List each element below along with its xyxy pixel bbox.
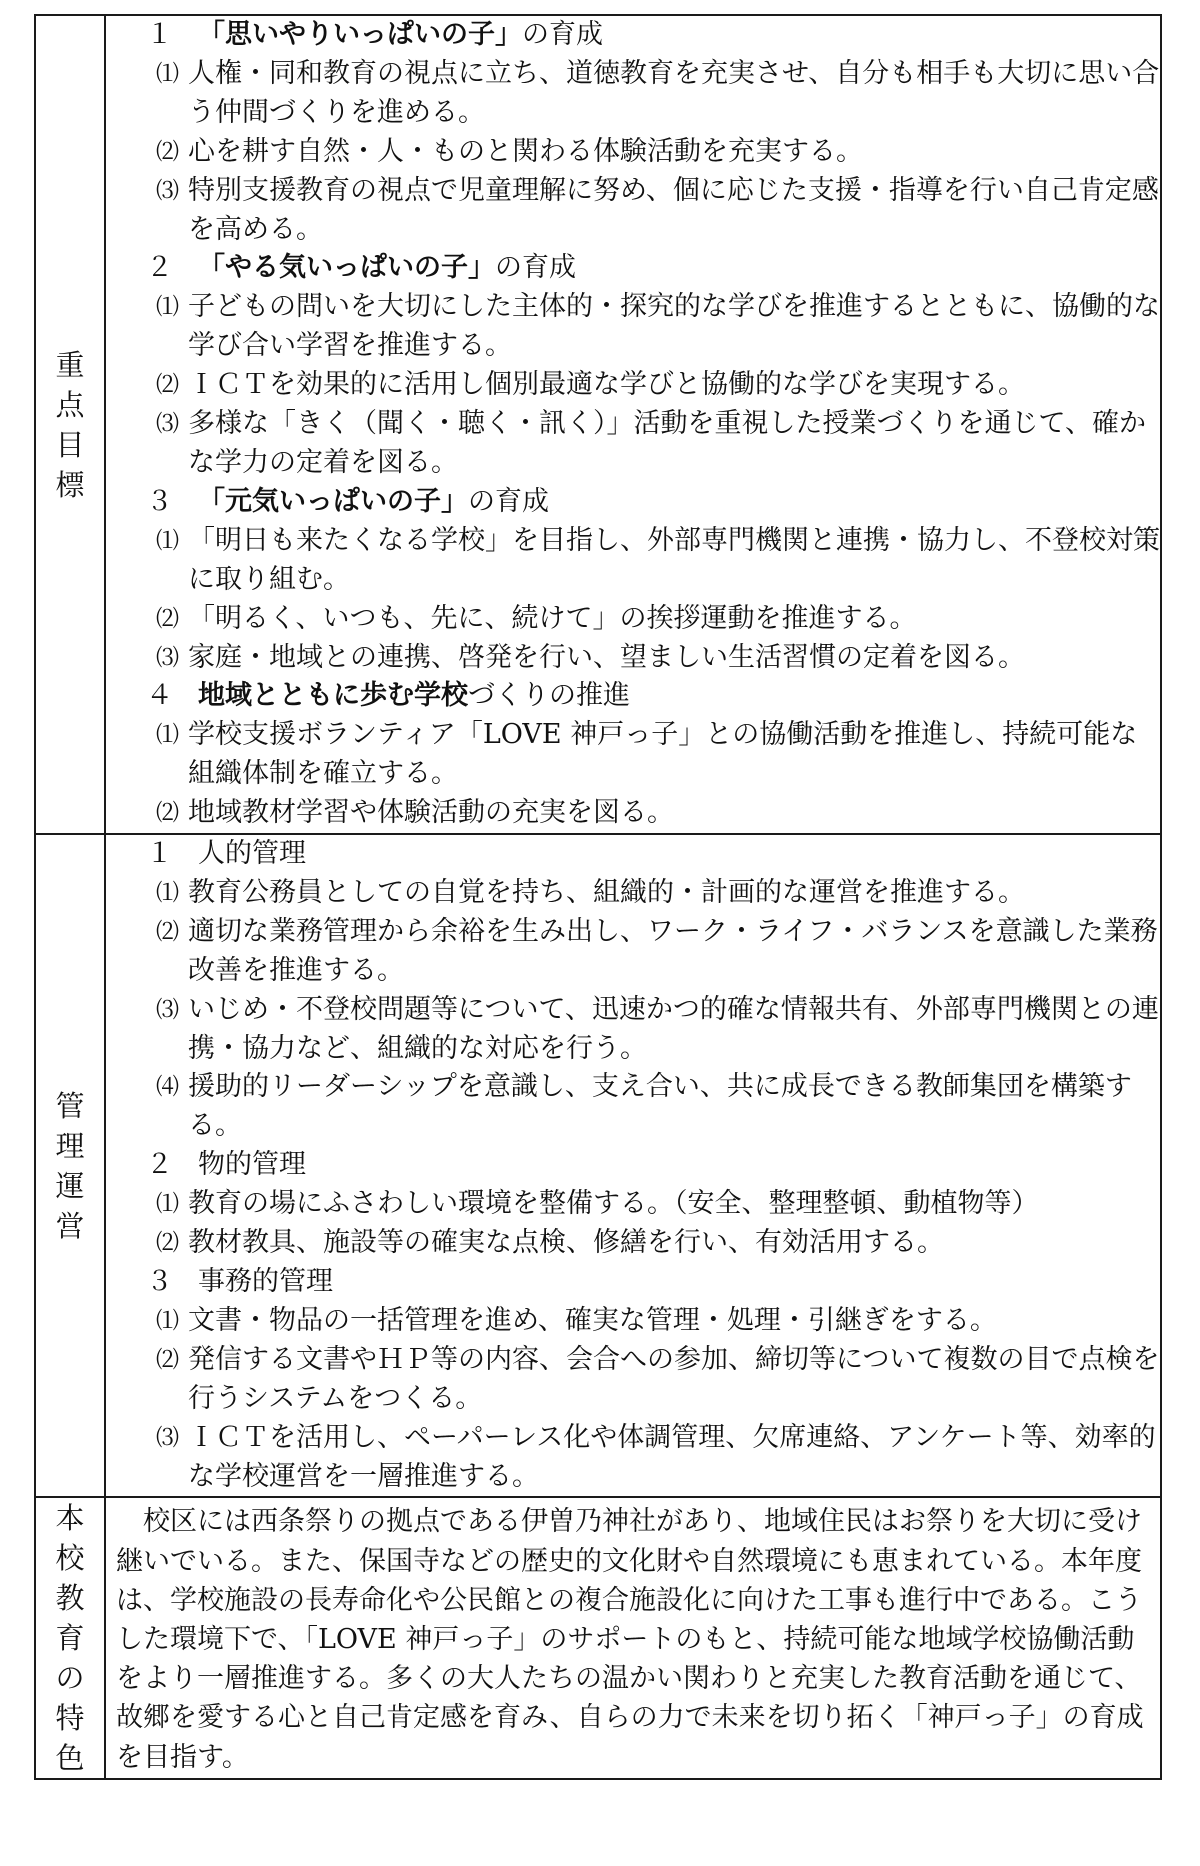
section-label-management [36,835,104,1496]
list-item: ⑵ 「明るく、いつも、先に、続けて」の挨拶運動を推進する。 [156,602,917,634]
section-focus-goals [35,15,1161,834]
list-item: ⑴ 教育公務員としての自覚を持ち、組織的・計画的な運営を推進する。 [156,876,1025,908]
list-item: ⑷ 援助的リーダーシップを意識し、支え合い、共に成長できる教師集団を構築する。 [156,1071,1132,1142]
heading: ３ 事務的管理 [146,1266,333,1297]
label-char: 特 [55,1701,85,1736]
label-char: 色 [55,1741,85,1776]
list-item: ⑵ 心を耕す自然・人・ものと関わる体験活動を充実する。 [156,135,863,167]
list-item: ⑶ 特別支援教育の視点で児童理解に努め、個に応じた支援・指導を行い自己肯定感を高める。 [156,174,1159,245]
label-char: 校 [55,1541,85,1576]
list-item: ⑶ ＩＣＴを活用し、ペーパーレス化や体調管理、欠席連絡、アンケート等、効率的な学校運営を一層推進する。 [156,1421,1156,1492]
label-char: 重 [55,347,85,382]
list-item: ⑵ 適切な業務管理から余裕を生み出し、ワーク・ライフ・バランスを意識した業務改善を推進する。 [156,915,1158,986]
section-school-features [35,1497,1161,1779]
list-item: ⑴ 学校支援ボランティア「LOVE 神戸っ子」との協働活動を推進し、持続可能な組織体制を確立する。 [156,719,1138,790]
list-item: ⑵ 発信する文書やＨＰ等の内容、会合への参加、締切等について複数の目で点検を行うシステムをつくる。 [156,1343,1160,1414]
heading: １ 「思いやりいっぱいの子」の育成 [146,19,603,50]
heading: １ 人的管理 [146,838,306,870]
label-char: 目 [55,427,85,462]
label-char: 育 [55,1621,85,1656]
section-management [35,834,1161,1497]
label-char: 本 [55,1501,85,1536]
list-item: ⑶ 家庭・地域との連携、啓発を行い、望ましい生活習慣の定着を図る。 [156,641,1025,673]
management-content [105,834,1161,1497]
list-item: ⑵ ＩＣＴを効果的に活用し個別最適な学びと協働的な学びを実現する。 [156,369,1025,401]
label-char: 教 [55,1581,85,1616]
list-item: ⑴ 子どもの問いを大切にした主体的・探究的な学びを推進するとともに、協働的な学び合い学習を推進する。 [156,291,1160,362]
label-char: 管 [55,1088,85,1123]
list-item: ⑵ 教材教具、施設等の確実な点検、修繕を行い、有効活用する。 [156,1227,944,1259]
list-item: ⑵ 地域教材学習や体験活動の充実を図る。 [156,797,674,829]
label-char: 点 [55,387,85,422]
heading: ２ 物的管理 [146,1149,306,1181]
heading: ３ 「元気いっぱいの子」の育成 [146,485,549,517]
list-item: ⑴ 人権・同和教育の視点に立ち、道徳教育を充実させ、自分も相手も大切に思い合う仲間づくりを進める。 [156,57,1160,128]
section-label-school-features [36,1498,104,1778]
list-item: ⑴ 教育の場にふさわしい環境を整備する。（安全、整理整頓、動植物等） [156,1188,1039,1220]
list-item: ⑴ 「明日も来たくなる学校」を目指し、外部専門機関と連携・協力し、不登校対策に取り組む。 [156,524,1160,595]
label-char: 運 [55,1168,85,1203]
school-features-paragraph: 校区には西条祭りの拠点である伊曽乃神社があり、地域住民はお祭りを大切に受け継いでいる。また、保国寺などの歴史的文化財や自然環境にも恵まれている。本年度は、学校施設の長寿命化や公民館との複合施設化に向けた工事も進行中である。こうした環境下で、「LOVE 神戸っ子」のサポートのもと、持続可能な地域学校協働活動をより一層推進する。多くの大人たちの温かい関わりと充実した教育活動を通じて、故郷を愛する心と自己肯定感を育み、自らの力で未来を切り拓く「神戸っ子」の育成を目指す。 [116,1506,1144,1773]
label-char: 理 [55,1128,85,1163]
focus-goals-content [105,15,1161,834]
heading: ４ 地域とともに歩む学校づくりの推進 [146,680,630,712]
school-plan-table [34,14,1162,1780]
label-char: 営 [55,1208,85,1243]
list-item: ⑴ 文書・物品の一括管理を進め、確実な管理・処理・引継ぎをする。 [156,1304,997,1336]
list-item: ⑶ いじめ・不登校問題等について、迅速かつ的確な情報共有、外部専門機関との連携・協力など、組織的な対応を行う。 [156,993,1159,1064]
label-char: 標 [55,467,85,502]
section-label-focus-goals [36,16,104,833]
heading: ２ 「やる気いっぱいの子」の育成 [146,252,576,284]
label-char: の [55,1661,85,1696]
list-item: ⑶ 多様な「きく（聞く・聴く・訊く）」活動を重視した授業づくりを通じて、確かな学力の定着を図る。 [156,408,1146,478]
